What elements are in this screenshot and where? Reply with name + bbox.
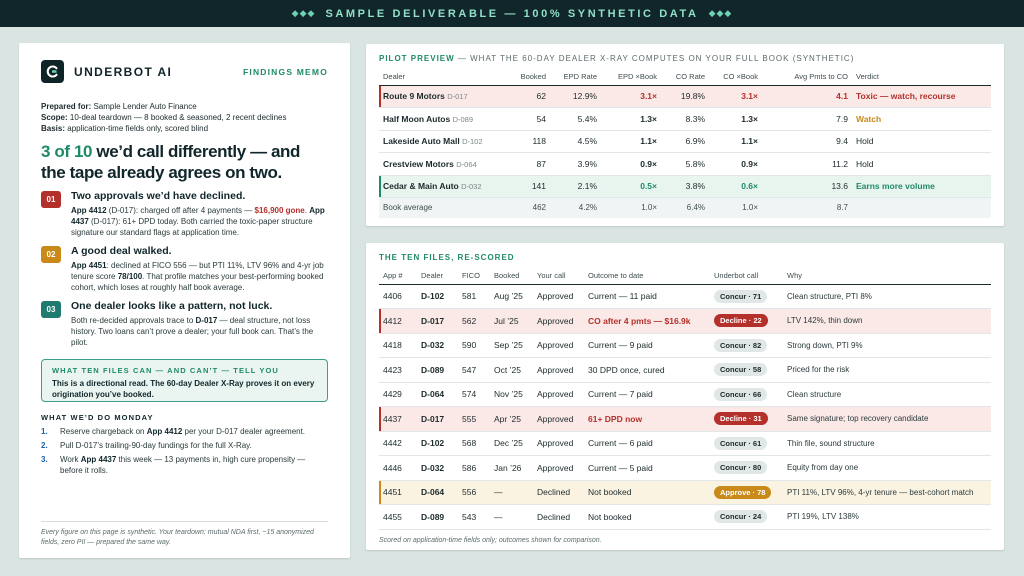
meta-label: Prepared for: <box>41 102 92 111</box>
memo-header <box>41 60 328 83</box>
dealer-name: Lakeside Auto Mall <box>383 136 460 147</box>
underbot-call-cell <box>710 407 783 432</box>
outcome-to-date: CO after 4 pmts — $16.9k <box>584 309 710 334</box>
column-header: Booked <box>490 267 533 284</box>
epd-rate: 3.9% <box>550 153 601 176</box>
dealer-name: Half Moon Autos <box>383 113 451 124</box>
verdict: Earns more volume <box>852 175 991 198</box>
file-row <box>379 431 991 456</box>
meta-basis <box>41 123 328 134</box>
dealer-code: D-032 <box>417 333 458 358</box>
dealer-code: D-064 <box>456 159 477 169</box>
meta-value: 10-deal teardown — 8 booked & seasoned, 2 recent declines <box>67 113 287 122</box>
co-multiple: 1.0× <box>709 198 762 218</box>
underbot-call-cell <box>710 333 783 358</box>
panel-title-text: — WHAT THE 60-DAY DEALER X-RAY COMPUTES ON YOUR FULL BOOK (SYNTHETIC) <box>454 54 855 63</box>
panel-title <box>379 54 991 63</box>
column-header: CO Rate <box>661 68 709 85</box>
file-row <box>379 505 991 530</box>
avg-payments-to-co: 7.9 <box>762 108 852 131</box>
app-number: 4437 <box>379 407 417 432</box>
underbot-call-badge: Approve · 78 <box>714 486 771 499</box>
co-multiple: 3.1× <box>709 85 762 108</box>
booked-date: — <box>490 505 533 530</box>
memo-type-label: FINDINGS MEMO <box>242 66 328 77</box>
underbot-call-cell <box>710 358 783 383</box>
your-call: Approved <box>533 431 584 456</box>
verdict: Hold <box>852 130 991 153</box>
booked-count: 462 <box>509 198 550 218</box>
file-row <box>379 284 991 309</box>
finding-title: A good deal walked. <box>71 245 172 257</box>
finding-number-badge: 01 <box>41 191 61 208</box>
average-label: Book average <box>379 198 509 218</box>
file-row <box>379 382 991 407</box>
co-multiple: 0.9× <box>709 153 762 176</box>
fico-score: 590 <box>458 333 490 358</box>
dealer-code: D-102 <box>417 284 458 309</box>
panel-title-lead: PILOT PREVIEW <box>379 54 455 63</box>
booked-date: Nov ’25 <box>490 382 533 407</box>
app-number: 4406 <box>379 284 417 309</box>
your-call: Approved <box>533 333 584 358</box>
epd-multiple: 0.5× <box>601 175 661 198</box>
step-text: Pull D-017’s trailing-90-day fundings for the full X-Ray. <box>60 441 252 450</box>
co-rate: 6.9% <box>661 130 709 153</box>
fico-score: 547 <box>458 358 490 383</box>
epd-rate: 4.5% <box>550 130 601 153</box>
underbot-call-badge: Concur · 71 <box>714 290 767 303</box>
your-call: Approved <box>533 456 584 481</box>
dealer-code: D-064 <box>417 382 458 407</box>
dealer-name: Crestview Motors <box>383 158 454 169</box>
meta-label: Scope: <box>41 113 68 122</box>
column-header: Avg Pmts to CO <box>762 68 852 85</box>
step-text: Reserve chargeback on App 4412 per your D-017 dealer agreement. <box>60 427 306 436</box>
pilot-preview-panel <box>366 44 1004 226</box>
reason: Clean structure <box>783 382 991 407</box>
dealer-code: D-102 <box>417 431 458 456</box>
dealer-xray-table <box>379 68 991 218</box>
epd-multiple: 3.1× <box>601 85 661 108</box>
dealer-code: D-064 <box>417 480 458 505</box>
dealer-code: D-102 <box>462 137 483 147</box>
booked-date: Apr ’25 <box>490 407 533 432</box>
dealer-code: D-089 <box>417 358 458 383</box>
epd-rate: 12.9% <box>550 85 601 108</box>
dealer-cell <box>379 130 509 153</box>
verdict: Hold <box>852 153 991 176</box>
sample-banner <box>0 0 1024 27</box>
reason: Strong down, PTI 9% <box>783 333 991 358</box>
column-header: Your call <box>533 267 584 284</box>
your-call: Approved <box>533 309 584 334</box>
callout-text: This is a directional read. The 60-day Dealer X-Ray proves it on every origination you’ve booked. <box>52 379 315 399</box>
dealer-cell <box>379 153 509 176</box>
step-number: 3. <box>41 455 48 464</box>
file-row <box>379 333 991 358</box>
your-call: Approved <box>533 358 584 383</box>
diamond-decoration: ◆◆◆ <box>708 8 733 18</box>
file-row <box>379 480 991 505</box>
app-number: 4446 <box>379 456 417 481</box>
avg-payments-to-co: 4.1 <box>762 85 852 108</box>
table-header <box>379 68 991 85</box>
epd-multiple: 1.3× <box>601 108 661 131</box>
co-rate: 8.3% <box>661 108 709 131</box>
your-call: Approved <box>533 284 584 309</box>
your-call: Declined <box>533 505 584 530</box>
panel-title <box>379 253 991 262</box>
finding-01 <box>41 190 328 238</box>
underbot-call-badge: Decline · 22 <box>714 314 768 327</box>
dealer-cell <box>379 175 509 198</box>
booked-count: 141 <box>509 175 550 198</box>
diamond-decoration: ◆◆◆ <box>291 8 316 18</box>
outcome-to-date: 61+ DPD now <box>584 407 710 432</box>
panel-title-lead: THE TEN FILES, RE-SCORED <box>379 253 515 262</box>
co-multiple: 1.3× <box>709 108 762 131</box>
finding-text: Both re-decided approvals trace to D-017 — deal structure, not loss history. Two loans can’t prove a dealer; your full book can. That’s the pilot. <box>71 316 314 347</box>
finding-title: One dealer looks like a pattern, not luck. <box>71 300 273 312</box>
next-steps-heading: WHAT WE’D DO MONDAY <box>41 413 154 422</box>
reason: PTI 19%, LTV 138% <box>783 505 991 530</box>
underbot-call-cell <box>710 456 783 481</box>
meta-prepared-for <box>41 101 328 112</box>
underbot-call-cell <box>710 480 783 505</box>
memo-meta <box>41 101 328 134</box>
dealer-cell <box>379 108 509 131</box>
column-header: EPD Rate <box>550 68 601 85</box>
verdict <box>852 198 991 218</box>
epd-rate: 2.1% <box>550 175 601 198</box>
underbot-call-badge: Concur · 66 <box>714 388 767 401</box>
memo-footnote: Every figure on this page is synthetic. Your teardown: mutual NDA first, ~15 anonymized fields, zero PII — prepared the same way. <box>41 521 328 548</box>
underbot-call-cell <box>710 309 783 334</box>
underbot-call-badge: Concur · 24 <box>714 510 767 523</box>
your-call: Approved <box>533 407 584 432</box>
finding-text: App 4412 (D-017): charged off after 4 payments — $16,900 gone. App 4437 (D-017): 61+ DPD today. Both carried the toxic-paper structure signature our standard flags at application time. <box>71 206 325 237</box>
avg-payments-to-co: 8.7 <box>762 198 852 218</box>
underbot-call-badge: Concur · 80 <box>714 461 767 474</box>
column-header: FICO <box>458 267 490 284</box>
underbot-call-badge: Concur · 58 <box>714 363 767 376</box>
fico-score: 581 <box>458 284 490 309</box>
fico-score: 555 <box>458 407 490 432</box>
file-row <box>379 309 991 334</box>
outcome-to-date: Current — 11 paid <box>584 284 710 309</box>
booked-date: Oct ’25 <box>490 358 533 383</box>
booked-date: Jul ’25 <box>490 309 533 334</box>
booked-date: Dec ’25 <box>490 431 533 456</box>
next-step <box>41 426 328 437</box>
co-rate: 3.8% <box>661 175 709 198</box>
dealer-name: Route 9 Motors <box>383 91 445 102</box>
column-header: Booked <box>509 68 550 85</box>
booked-date: Jan ’26 <box>490 456 533 481</box>
finding-text: App 4451: declined at FICO 556 — but PTI 11%, LTV 96% and 4-yr job tenure score 78/100. That profile matches your best-performing booked cohort, which loses at roughly half book average. <box>71 261 324 292</box>
table-header <box>379 267 991 284</box>
dealer-row <box>379 108 991 131</box>
column-header: Underbot call <box>710 267 783 284</box>
ten-files-panel <box>366 243 1004 550</box>
column-header: EPD ×Book <box>601 68 661 85</box>
fico-score: 543 <box>458 505 490 530</box>
dealer-code: D-017 <box>417 309 458 334</box>
banner-title: SAMPLE DELIVERABLE — 100% SYNTHETIC DATA <box>325 7 699 20</box>
dealer-code: D-089 <box>452 114 474 124</box>
fico-score: 562 <box>458 309 490 334</box>
app-number: 4442 <box>379 431 417 456</box>
underbot-call-cell <box>710 284 783 309</box>
column-header: CO ×Book <box>709 68 762 85</box>
dealer-code: D-017 <box>417 407 458 432</box>
epd-multiple: 1.1× <box>601 130 661 153</box>
dealer-row <box>379 175 991 198</box>
next-step <box>41 440 328 451</box>
reason: LTV 142%, thin down <box>783 309 991 334</box>
outcome-to-date: 30 DPD once, cured <box>584 358 710 383</box>
booked-date: Aug ’25 <box>490 284 533 309</box>
book-average-row <box>379 198 991 218</box>
outcome-to-date: Current — 7 paid <box>584 382 710 407</box>
booked-count: 62 <box>509 85 550 108</box>
finding-number-badge: 02 <box>41 246 61 263</box>
callout-title: WHAT TEN FILES CAN — AND CAN’T — TELL YOU <box>52 366 279 375</box>
reason: Thin file, sound structure <box>783 431 991 456</box>
reason: PTI 11%, LTV 96%, 4-yr tenure — best-cohort match <box>783 480 991 505</box>
fico-score: 568 <box>458 431 490 456</box>
dealer-cell <box>379 85 509 108</box>
dealer-row <box>379 153 991 176</box>
column-header: Why <box>783 267 991 284</box>
underbot-call-cell <box>710 431 783 456</box>
fico-score: 574 <box>458 382 490 407</box>
booked-count: 54 <box>509 108 550 131</box>
finding-02 <box>41 245 328 293</box>
reason: Clean structure, PTI 8% <box>783 284 991 309</box>
rescored-files-table <box>379 267 991 530</box>
underbot-logo-icon <box>41 60 64 83</box>
reason: Same signature; top recovery candidate <box>783 407 991 432</box>
booked-count: 87 <box>509 153 550 176</box>
step-number: 2. <box>41 441 48 450</box>
epd-rate: 5.4% <box>550 108 601 131</box>
outcome-to-date: Current — 6 paid <box>584 431 710 456</box>
meta-label: Basis: <box>41 124 66 133</box>
app-number: 4455 <box>379 505 417 530</box>
underbot-call-badge: Concur · 61 <box>714 437 767 450</box>
booked-date: — <box>490 480 533 505</box>
epd-multiple: 0.9× <box>601 153 661 176</box>
avg-payments-to-co: 11.2 <box>762 153 852 176</box>
outcome-to-date: Not booked <box>584 505 710 530</box>
dealer-name: Cedar & Main Auto <box>383 181 459 192</box>
co-multiple: 1.1× <box>709 130 762 153</box>
fico-score: 556 <box>458 480 490 505</box>
memo-headline <box>41 141 328 183</box>
epd-multiple: 1.0× <box>601 198 661 218</box>
headline-text: we’d call differently — and the tape already agrees on two. <box>41 142 301 182</box>
step-number: 1. <box>41 427 48 436</box>
findings-memo <box>19 43 350 558</box>
column-header: Outcome to date <box>584 267 710 284</box>
column-header: App # <box>379 267 417 284</box>
your-call: Approved <box>533 382 584 407</box>
booked-date: Sep ’25 <box>490 333 533 358</box>
app-number: 4451 <box>379 480 417 505</box>
booked-count: 118 <box>509 130 550 153</box>
dealer-code: D-032 <box>461 182 482 192</box>
outcome-to-date: Not booked <box>584 480 710 505</box>
column-header: Dealer <box>417 267 458 284</box>
app-number: 4412 <box>379 309 417 334</box>
underbot-call-cell <box>710 505 783 530</box>
co-rate: 5.8% <box>661 153 709 176</box>
limits-callout <box>41 359 328 402</box>
app-number: 4429 <box>379 382 417 407</box>
meta-value: Sample Lender Auto Finance <box>91 102 197 111</box>
dealer-row <box>379 130 991 153</box>
meta-value: application-time fields only, scored blind <box>65 124 209 133</box>
dealer-code: D-089 <box>417 505 458 530</box>
co-multiple: 0.6× <box>709 175 762 198</box>
brand-name: UNDERBOT AI <box>74 64 173 79</box>
underbot-call-badge: Concur · 82 <box>714 339 767 352</box>
next-steps-list <box>41 426 328 476</box>
table-footnote: Scored on application-time fields only; outcomes shown for comparison. <box>379 536 602 544</box>
column-header: Verdict <box>852 68 991 85</box>
next-step <box>41 454 328 476</box>
avg-payments-to-co: 9.4 <box>762 130 852 153</box>
epd-rate: 4.2% <box>550 198 601 218</box>
headline-accent: 3 of 10 <box>41 142 93 161</box>
file-row <box>379 358 991 383</box>
dealer-code: D-017 <box>447 92 468 102</box>
file-row <box>379 407 991 432</box>
verdict: Toxic — watch, recourse <box>852 85 991 108</box>
dealer-row <box>379 85 991 108</box>
column-header: Dealer <box>379 68 509 85</box>
your-call: Declined <box>533 480 584 505</box>
finding-03 <box>41 300 328 348</box>
reason: Priced for the risk <box>783 358 991 383</box>
outcome-to-date: Current — 5 paid <box>584 456 710 481</box>
outcome-to-date: Current — 9 paid <box>584 333 710 358</box>
app-number: 4418 <box>379 333 417 358</box>
dealer-code: D-032 <box>417 456 458 481</box>
file-row <box>379 456 991 481</box>
app-number: 4423 <box>379 358 417 383</box>
avg-payments-to-co: 13.6 <box>762 175 852 198</box>
reason: Equity from day one <box>783 456 991 481</box>
step-text: Work App 4437 this week — 13 payments in, high cure propensity — before it rolls. <box>60 455 306 475</box>
underbot-call-badge: Decline · 31 <box>714 412 768 425</box>
co-rate: 19.8% <box>661 85 709 108</box>
finding-title: Two approvals we’d have declined. <box>71 190 246 202</box>
finding-number-badge: 03 <box>41 301 61 318</box>
meta-scope <box>41 112 328 123</box>
co-rate: 6.4% <box>661 198 709 218</box>
fico-score: 586 <box>458 456 490 481</box>
verdict: Watch <box>852 108 991 131</box>
underbot-call-cell <box>710 382 783 407</box>
